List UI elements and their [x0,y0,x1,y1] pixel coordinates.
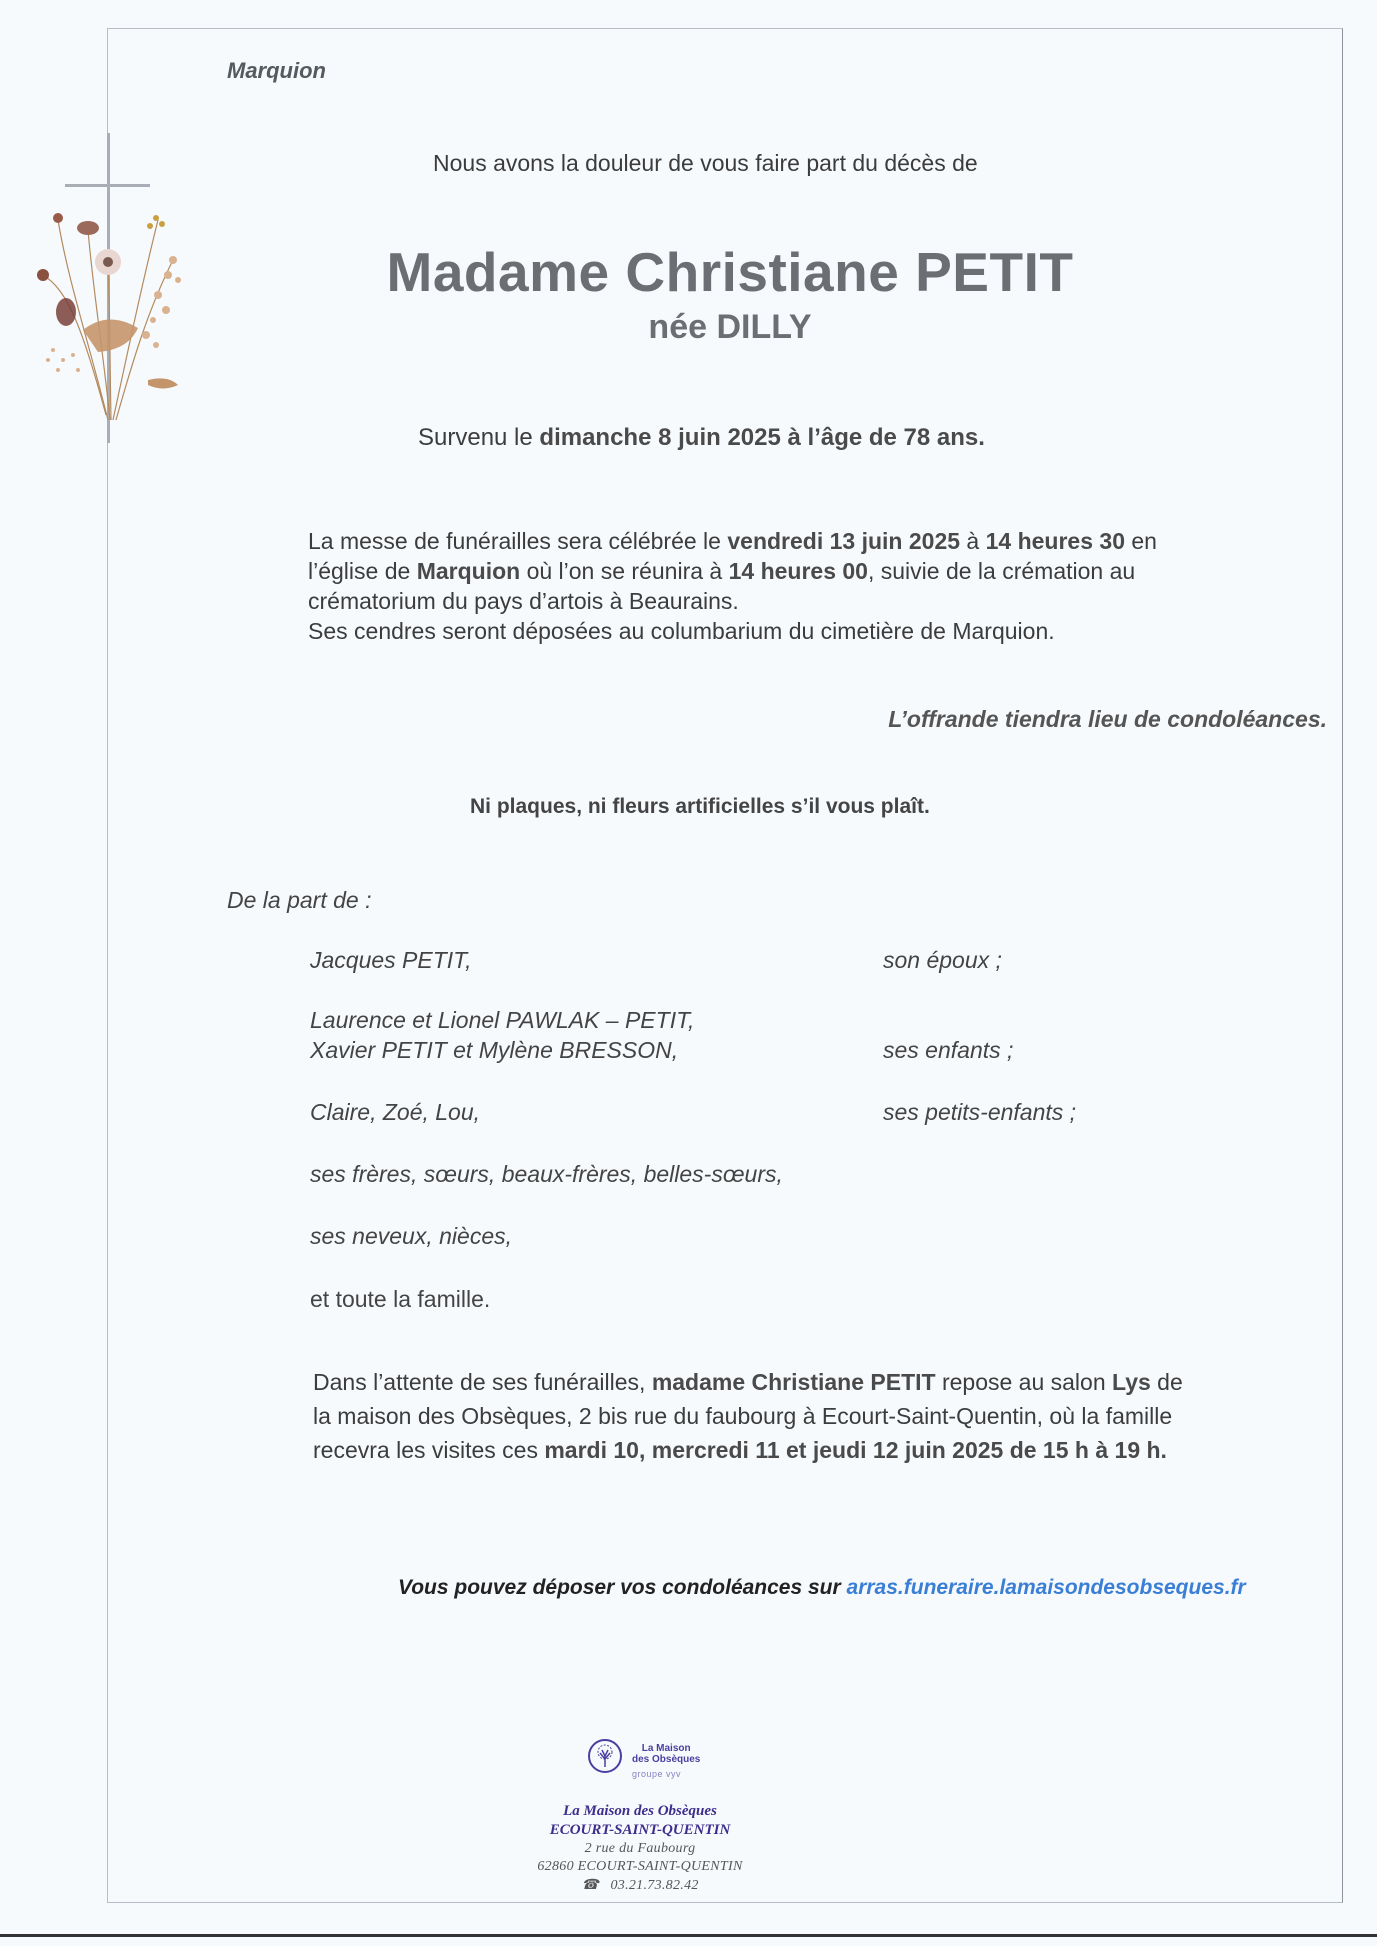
logo-wordmark [632,1743,700,1765]
footer-city: ECOURT-SAINT-QUENTIN [549,1822,731,1838]
announcement-intro: Nous avons la douleur de vous faire part du décès de [433,150,978,176]
death-date-line [418,424,985,452]
family-member-name: Jacques PETIT, [310,947,472,973]
repose-line-1 [313,1365,1183,1399]
no-flowers-note: Ni plaques, ni fleurs artificielles s’il vous plaît. [470,795,930,818]
repose-line-2: la maison des Obsèques, 2 bis rue du faubourg à Ecourt-Saint-Quentin, où la famille [313,1403,1173,1429]
funeral-home-logo [588,1737,738,1787]
family-member-name: ses frères, sœurs, beaux-frères, belles-sœurs, [310,1161,783,1187]
ceremony-date: vendredi 13 juin 2025 [727,528,961,554]
text: repose au salon [935,1369,1113,1395]
ceremony-time: 14 heures 30 [985,528,1125,554]
ceremony-line-4: Ses cendres seront déposées au columbarium du cimetière de Marquion. [308,618,1055,644]
maiden-name: née DILLY [648,308,812,346]
family-relation: ses enfants ; [883,1037,1014,1063]
ceremony-paragraph [308,526,1157,646]
footer-phone-line [440,1877,840,1894]
family-member-name: Xavier PETIT et Mylène BRESSON, [310,1037,679,1063]
logo-line-1: La Maison [641,1743,691,1754]
text: recevra les visites ces [313,1437,545,1463]
footer-company: La Maison des Obsèques [563,1803,717,1819]
text: l’église de [308,558,417,584]
deceased-name: Madame Christiane PETIT [386,241,1074,303]
ceremony-line-3: crématorium du pays d’artois à Beaurains. [308,588,739,614]
location-header: Marquion [227,58,326,83]
family-intro: De la part de : [227,887,372,913]
text: de [1150,1369,1183,1395]
gathering-time: 14 heures 00 [728,558,868,584]
ceremony-line-1 [308,526,1157,556]
text: , suivie de la crémation au [867,558,1136,584]
text: à [960,528,986,554]
condolences-line [398,1576,1246,1600]
salon-name: Lys [1112,1369,1151,1395]
death-date: dimanche 8 juin 2025 à l’âge de 78 ans. [539,424,985,451]
footer-postal: 62860 ECOURT-SAINT-QUENTIN [537,1859,743,1874]
deceased-name-inline: madame Christiane PETIT [651,1369,936,1395]
flower-bouquet-icon [28,200,198,430]
text: où l’on se réunira à [520,558,729,584]
repose-paragraph [313,1365,1183,1467]
visiting-hours: mardi 10, mercredi 11 et jeudi 12 juin 2025 de 15 h à 19 h. [544,1437,1167,1463]
repose-line-3 [313,1433,1183,1467]
footer-phone: 03.21.73.82.42 [610,1878,699,1893]
logo-group: groupe vyv [632,1769,682,1779]
family-member-name: Claire, Zoé, Lou, [310,1099,481,1125]
phone-icon: ☎ [581,1878,600,1893]
family-relation: ses petits-enfants ; [883,1099,1077,1125]
ceremony-line-2 [308,556,1157,586]
family-closing: et toute la famille. [310,1286,491,1312]
condolences-link[interactable]: arras.funeraire.lamaisondesobseques.fr [846,1576,1246,1599]
text: en [1124,528,1157,554]
condolences-text: Vous pouvez déposer vos condoléances sur [398,1576,847,1599]
cross-horizontal [65,184,150,187]
family-member-name: ses neveux, nièces, [310,1223,513,1249]
offrande-note: L’offrande tiendra lieu de condoléances. [888,706,1327,732]
death-prefix: Survenu le [418,424,540,451]
footer-street: 2 rue du Faubourg [584,1841,696,1856]
family-relation: son époux ; [883,947,1002,973]
logo-line-2: des Obsèques [632,1754,701,1765]
tree-logo-icon [588,1739,622,1773]
text: Dans l’attente de ses funérailles, [313,1369,652,1395]
text: La messe de funérailles sera célébrée le [308,528,728,554]
family-member-name: Laurence et Lionel PAWLAK – PETIT, [310,1007,695,1033]
church-location: Marquion [416,558,521,584]
bottom-rule [0,1934,1377,1937]
